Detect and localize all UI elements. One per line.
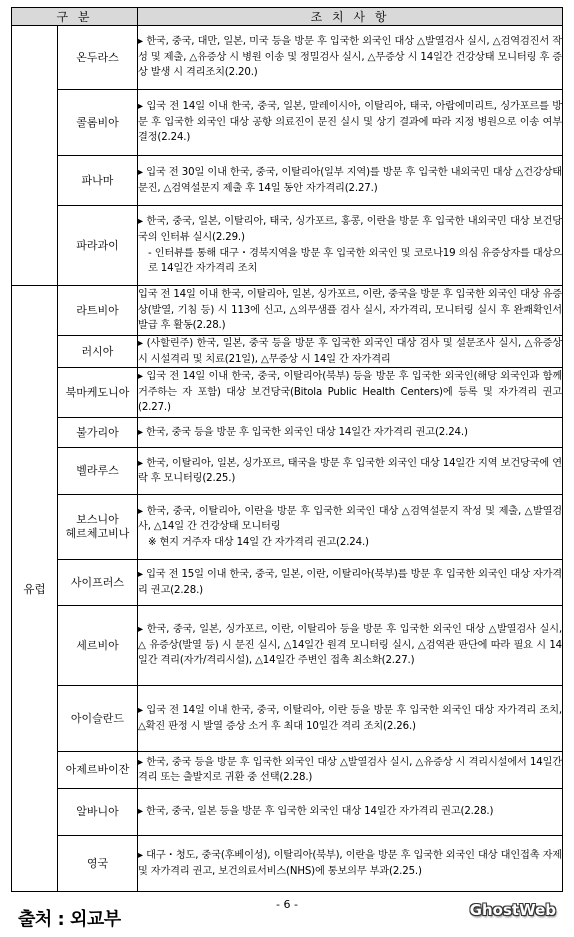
measure-subnote: - 인터뷰를 통해 대구・경북지역을 방문 후 입국한 외국인 및 코로나19 의심 유증상자를 대상으로 14일간 자가격리 조치 <box>148 247 562 275</box>
measure-text: ▸ (사할린주) 한국, 일본, 중국 등을 방문 후 입국한 외국인 대상 검사 및 설문조사 실시, △유증상 시 시설격리 및 치료(21일), △무증상 시 14일 간 자가격리 <box>138 338 562 365</box>
measure-text: ▸ 한국, 중국, 이탈리아, 이란을 방문 후 입국한 외국인 대상 △검역설문지 작성 및 제출, △발열검사, △14일 간 건강상태 모니터링 <box>138 505 562 533</box>
region-cell <box>12 26 58 286</box>
measure-cell <box>138 26 563 90</box>
measure-subnote: ※ 현지 거주자 대상 14일 간 자가격리 권고(2.24.) <box>148 536 369 548</box>
measure-text: ▸ 한국, 중국 등을 방문 후 입국한 외국인 대상 △발열검사 실시, △유증상 시 격리시설에서 14일간 격리 또는 출발지로 귀환 중 선택(2.28.) <box>138 756 562 784</box>
measure-text: ▸ 입국 전 30일 이내 한국, 중국, 이탈리아(일부 지역)를 방문 후 입국한 내외국민 대상 △건강상태 문진, △검역설문지 제출 후 14일 동안 자가격리(2.27.) <box>138 166 562 194</box>
measure-cell <box>138 686 563 752</box>
country-cell <box>58 286 138 336</box>
table-row <box>12 90 563 156</box>
table-row <box>12 368 563 418</box>
measure-cell <box>138 752 563 789</box>
table-row <box>12 156 563 206</box>
measure-text: ▸ 한국, 이탈리아, 일본, 싱가포르, 태국을 방문 후 입국한 외국인 대상 14일간 지역 보건당국에 연락 후 모니터링(2.25.) <box>138 457 562 485</box>
country-cell <box>58 90 138 156</box>
header-category: 구 분 <box>12 8 138 26</box>
measure-cell <box>138 206 563 286</box>
measure-cell <box>138 336 563 368</box>
measure-cell <box>138 495 563 560</box>
measure-cell <box>138 789 563 836</box>
table-row <box>12 606 563 686</box>
table-row <box>12 336 563 368</box>
measure-text: ▸ 입국 전 14일 이내 한국, 중국, 이탈리아(북부) 등을 방문 후 입국한 외국인(해당 외국인과 함께 거주하는 자 포함) 대상 보건당국(Bitola Public Health Centers)에 등록 및 자가격리 권고(2.27.) <box>138 371 562 414</box>
table-row <box>12 448 563 495</box>
country-cell <box>58 206 138 286</box>
country-cell <box>58 156 138 206</box>
measures-table <box>11 7 563 892</box>
table-row <box>12 836 563 892</box>
measure-text: ▸ 입국 전 14일 이내 한국, 중국, 일본, 말레이시아, 이탈리아, 태국, 아랍에미리트, 싱가포르를 방문 후 입국한 외국인 대상 공항 의료진이 문진 실시 및 상기 결과에 따라 지정 병원으로 이송 여부 결정(2.24.) <box>138 101 562 144</box>
measure-text: ▸ 입국 전 15일 이내 한국, 중국, 일본, 이란, 이탈리아(북부)를 방문 후 입국한 외국인 대상 자가격리 권고(2.28.) <box>138 569 562 596</box>
measure-cell <box>138 560 563 606</box>
country-cell <box>58 418 138 448</box>
country-cell <box>58 495 138 560</box>
table-row <box>12 206 563 286</box>
table-row <box>12 495 563 560</box>
country-name: 세르비아 <box>76 638 119 652</box>
country-cell <box>58 789 138 836</box>
country-cell <box>58 560 138 606</box>
measure-cell <box>138 606 563 686</box>
header-measures: 조 치 사 항 <box>138 8 563 26</box>
country-name: 콜롬비아 <box>76 115 119 129</box>
table-row <box>12 286 563 336</box>
measure-cell <box>138 448 563 495</box>
table-row <box>12 752 563 789</box>
country-cell <box>58 752 138 789</box>
measure-text: ▸ 대구・청도, 중국(후베이성), 이탈리아(북부), 이란을 방문 후 입국한 외국인 대상 대인접촉 자제 및 자가격리 권고, 보건의료서비스(NHS)에 통보의무 부과(2.25.) <box>138 850 562 877</box>
table-row <box>12 26 563 90</box>
country-name: 보스니아 헤르체고비나 <box>65 513 130 541</box>
country-name: 라트비아 <box>76 303 119 317</box>
country-name: 사이프러스 <box>70 575 125 589</box>
measure-cell <box>138 836 563 892</box>
country-cell <box>58 26 138 90</box>
country-cell <box>58 448 138 495</box>
country-name: 영국 <box>86 856 109 870</box>
country-name: 벨라루스 <box>76 464 119 478</box>
measure-cell <box>138 368 563 418</box>
measure-text: ▸ 한국, 중국, 일본 등을 방문 후 입국한 외국인 대상 14일간 자가격리 권고(2.28.) <box>138 806 494 818</box>
country-name: 알바니아 <box>76 805 119 819</box>
measure-cell <box>138 418 563 448</box>
country-name: 러시아 <box>81 344 114 358</box>
page-number: - 6 - <box>276 898 298 911</box>
region-cell: 유럽 <box>12 286 58 892</box>
measure-text: ▸ 한국, 중국, 일본, 이탈리아, 태국, 싱가포르, 홍콩, 이란을 방문 후 입국한 내외국민 대상 보건당국의 인터뷰 실시(2.29.) <box>138 216 562 243</box>
country-name: 불가리아 <box>76 425 119 439</box>
country-name: 파라과이 <box>76 238 119 252</box>
country-name: 북마케도니아 <box>65 385 130 399</box>
table-row <box>12 686 563 752</box>
measure-text: ▸ 한국, 중국 등을 방문 후 입국한 외국인 대상 14일간 자가격리 권고(2.24.) <box>138 426 468 438</box>
measure-cell <box>138 286 563 336</box>
country-name: 파나마 <box>81 173 114 187</box>
country-name: 아이슬란드 <box>70 711 125 725</box>
measure-cell <box>138 90 563 156</box>
table-body <box>12 26 563 892</box>
table-row <box>12 418 563 448</box>
measure-text: ▸ 한국, 중국, 대만, 일본, 미국 등을 방문 후 입국한 외국인 대상 △발열검사 실시, △검역검진서 작성 및 제출, △유증상 시 병원 이송 및 정밀검사 실시, △무증상 시 14일간 건강상태 모니터링 후 증상 발생 시 격리조치(2.20.) <box>138 36 562 79</box>
table-row <box>12 560 563 606</box>
measure-text: ▸ 입국 전 14일 이내 한국, 중국, 이탈리아, 이란 등을 방문 후 입국한 외국인 대상 자가격리 조치, △확진 판정 시 발열 증상 소거 후 최대 10일간 격리 조치(2.26.) <box>138 705 562 732</box>
country-cell <box>58 686 138 752</box>
watermark-logo: GhostWeb <box>469 901 556 919</box>
country-cell <box>58 368 138 418</box>
country-cell <box>58 606 138 686</box>
measure-cell <box>138 156 563 206</box>
table-row <box>12 789 563 836</box>
country-name: 아제르바이잔 <box>65 763 130 777</box>
source-label: 출처 : 외교부 <box>18 909 121 930</box>
table-header-row <box>12 8 563 26</box>
country-cell <box>58 336 138 368</box>
country-cell <box>58 836 138 892</box>
country-name: 온두라스 <box>76 50 119 64</box>
measure-text: 입국 전 14일 이내 한국, 이탈리아, 일본, 싱가포르, 이란, 중국을 방문 후 입국한 외국인 대상 유증상(발열, 기침 등) 시 113에 신고, △의무샘플 검사 실시, 자가격리, 모니터링 실시 후 완쾌확인서 발급 후 활동(2.28.) <box>138 289 562 332</box>
measure-text: ▸ 한국, 중국, 일본, 싱가포르, 이란, 이탈리아 등을 방문 후 입국한 외국인 대상 △발열검사 실시, △ 유증상(발열 등) 시 문진 실시, △14일간 원격 모니터링 실시, △검역관 판단에 따라 필요 시 14일간 격리(자가/격리시설), △14일간 주변인 접촉 최소화(2.27.) <box>138 624 562 667</box>
